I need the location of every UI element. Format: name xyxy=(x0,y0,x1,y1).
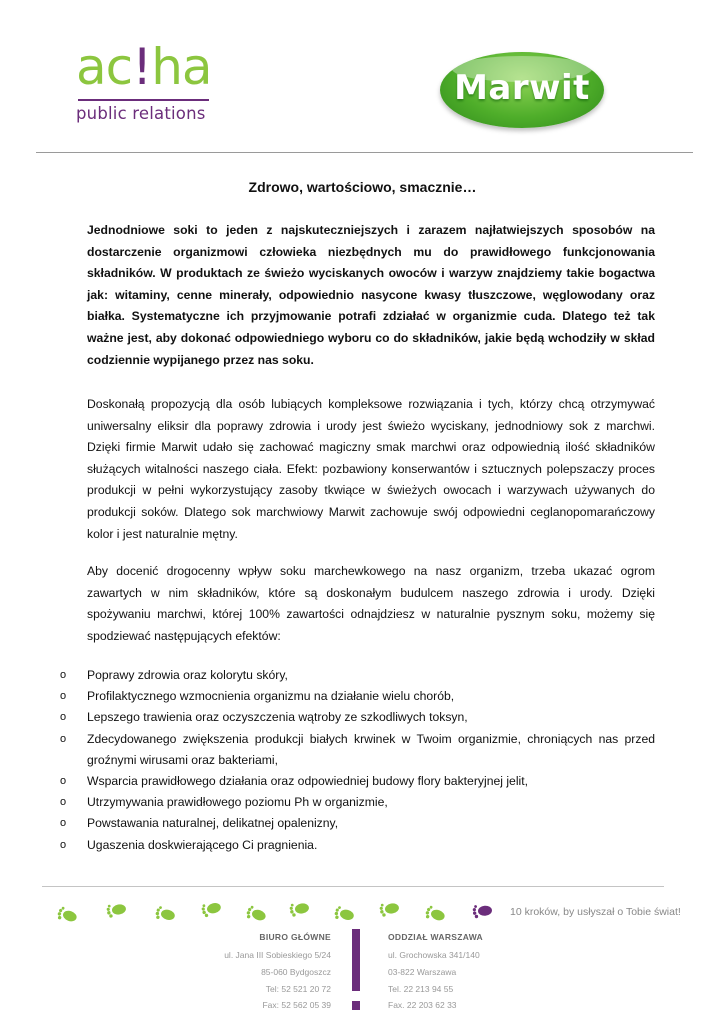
bullet-marker: o xyxy=(60,817,67,830)
warsaw-office-city: 03-822 Warszawa xyxy=(388,967,457,977)
list-item xyxy=(60,729,660,771)
list-item-text: Lepszego trawienia oraz oczyszczenia wątroby ze szkodliwych toksyn, xyxy=(87,710,468,725)
list-item-text: Poprawy zdrowia oraz kolorytu skóry, xyxy=(87,668,288,682)
acha-logo-part-b: ha xyxy=(151,38,212,96)
list-item xyxy=(60,792,660,813)
footprint-icon xyxy=(286,896,311,921)
acha-logo-subtitle: public relations xyxy=(76,104,206,123)
list-item-text: Wsparcia prawidłowego działania oraz odpowiedniej budowy flory bakteryjnej jelit, xyxy=(87,774,529,789)
footer-exclamation-dot xyxy=(352,1001,360,1010)
footprint-icon xyxy=(152,901,179,928)
list-item-text: Utrzymywania prawidłowego poziomu Ph w organizmie, xyxy=(87,795,388,810)
bullet-marker: o xyxy=(60,690,67,703)
warsaw-office-address: ul. Grochowska 341/140 xyxy=(388,950,480,960)
list-item xyxy=(60,707,660,728)
footprint-icon xyxy=(470,899,494,923)
footer-divider xyxy=(42,886,664,887)
footprint-icon xyxy=(376,896,401,921)
footprint-icon xyxy=(53,901,81,929)
bullet-marker: o xyxy=(60,732,67,745)
footer-exclamation-bar xyxy=(352,929,360,991)
list-item xyxy=(60,771,660,792)
footprint-icon xyxy=(421,900,449,928)
list-item-text: Powstawania naturalnej, delikatnej opalenizny, xyxy=(87,816,339,831)
body-paragraph-1: Doskonałą propozycją dla osób lubiących kompleksowe rozwiązania i tych, którzy chcą otrzymywać uniwersalny eliksir dla poprawy zdrowia i urody jest świeżo wyciskany, jednodniowy sok z marchwi. Dzięki firmie Marwit udało się zachować magiczny smak marchwi oraz odpowiednią ilość składników służących witalności naszego ciała. Efekt: pozbawiony konserwantów i sztucznych polepszaczy proces produkcji w pełni wykorzystujący zasoby tkwiące w świeżych owocach i warzywach używanych do produkcji soków. Dlatego sok marchwiowy Marwit zachowuje swój odpowiedni ceglanopomarańczowy kolor i jest naturalnie mętny. xyxy=(87,397,655,541)
acha-logo xyxy=(76,40,211,128)
bullet-marker: o xyxy=(60,796,67,809)
body-paragraph-2: Aby docenić drogocenny wpływ soku marchewkowego na nasz organizm, trzeba ukazać ogrom zawartych w nim składników, które są doskonałym budulcem naszego zdrowia i urody. Dzięki spożywaniu marchwi, której 100% zawartości odnajdziesz w naturalnie pysznym soku, możemy się spodziewać następujących efektów: xyxy=(87,564,655,643)
effects-list xyxy=(60,665,660,856)
footer-tagline: 10 kroków, by usłyszał o Tobie świat! xyxy=(510,906,681,918)
list-item-text: Zdecydowanego zwiększenia produkcji białych krwinek w Twoim organizmie, chroniących nas przed groźnymi wirusami oraz bakteriami, xyxy=(87,731,655,767)
warsaw-office-title: ODDZIAŁ WARSZAWA xyxy=(388,932,483,942)
acha-logo-rule xyxy=(78,99,209,101)
bullet-marker: o xyxy=(60,711,67,724)
bullet-marker: o xyxy=(60,669,67,681)
bullet-marker: o xyxy=(60,775,67,788)
acha-logo-exclamation: ! xyxy=(132,38,152,96)
document-title: Zdrowo, wartościowo, smacznie… xyxy=(248,179,477,195)
list-item-text: Ugaszenia doskwierającego Ci pragnienia. xyxy=(87,837,318,852)
list-item-text: Profilaktycznego wzmocnienia organizmu na działanie wielu chorób, xyxy=(87,689,455,704)
intro-paragraph: Jednodniowe soki to jeden z najskuteczniejszych i zarazem najłatwiejszych sposobów na dostarczenie organizmowi człowieka niezbędnych mu do prawidłowego funkcjonowania składników. W produktach ze świeżo wyciskanych owoców i warzyw znajdziemy takie bogactwa jak: witaminy, cenne minerały, odpowiednio nasycone kwasy tłuszczowe, węglowodany oraz białka. Systematyczne ich przyjmowanie potrafi zdziałać w organizmie cuda. Dlatego też tak ważne jest, aby dokonać odpowiedniego wyboru co do składników, jakie będą wchodziły w skład codziennie wypijanego przez nas soku. xyxy=(87,223,655,367)
head-office-address: ul. Jana III Sobieskiego 5/24 xyxy=(224,950,331,960)
footprint-icon xyxy=(198,896,225,923)
footprint-icon xyxy=(242,900,270,928)
list-item xyxy=(60,835,660,856)
list-item xyxy=(60,813,660,834)
marwit-logo xyxy=(440,52,604,128)
list-item xyxy=(60,665,660,686)
marwit-logo-text: Marwit xyxy=(454,68,590,108)
head-office-fax: Fax: 52 562 05 39 xyxy=(262,1000,331,1010)
footprints-row xyxy=(50,898,500,926)
warsaw-office-fax: Fax. 22 203 62 33 xyxy=(388,1000,457,1010)
head-office-title: BIURO GŁÓWNE xyxy=(259,932,331,942)
bullet-marker: o xyxy=(60,838,67,851)
head-office-phone: Tel: 52 521 20 72 xyxy=(265,984,331,994)
acha-logo-wordmark xyxy=(76,40,212,94)
footprint-icon xyxy=(331,901,358,928)
head-office-city: 85-060 Bydgoszcz xyxy=(261,967,331,977)
list-item xyxy=(60,686,660,707)
footprint-icon xyxy=(103,897,128,922)
warsaw-office-phone: Tel. 22 213 94 55 xyxy=(388,984,454,994)
header-divider xyxy=(36,152,693,153)
acha-logo-part-a: ac xyxy=(76,38,133,96)
